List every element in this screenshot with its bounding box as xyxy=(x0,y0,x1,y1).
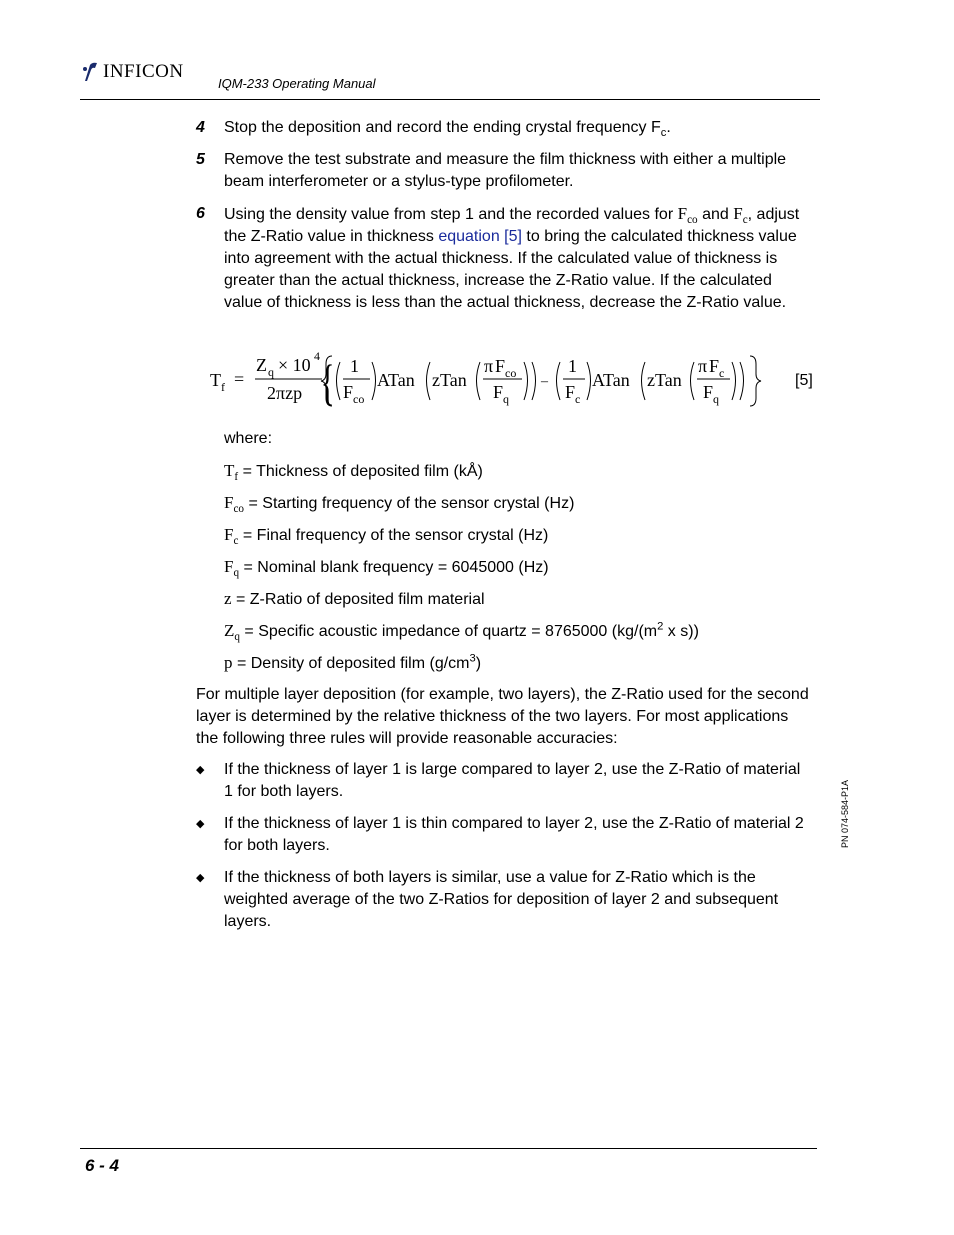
step-4 xyxy=(196,117,812,139)
svg-text:× 10: × 10 xyxy=(278,355,311,375)
svg-text:1: 1 xyxy=(350,356,359,376)
definition-zq: $Z_q$ = Specific acoustic impedance of quartz = 8765000 ($kg/(m^2$ x s)) xyxy=(224,620,699,644)
svg-text:co: co xyxy=(505,366,517,380)
footer-rule xyxy=(80,1148,817,1149)
step-text: Stop the deposition and record the ending crystal frequency $F_c$. xyxy=(224,119,671,140)
step-5 xyxy=(196,149,812,193)
step-number: 4 xyxy=(196,119,205,136)
svg-text:π: π xyxy=(484,356,494,376)
svg-text:c: c xyxy=(719,366,725,380)
page-number: 6 - 4 xyxy=(85,1156,120,1175)
svg-text:F: F xyxy=(495,356,506,376)
svg-text:ATan: ATan xyxy=(592,370,630,390)
svg-text:q: q xyxy=(268,365,274,379)
svg-text:F: F xyxy=(565,382,576,402)
svg-text:F: F xyxy=(703,382,714,402)
header-rule xyxy=(80,99,820,100)
svg-text:zTan: zTan xyxy=(432,370,467,390)
svg-text:f: f xyxy=(221,380,225,394)
step-text: Using the density value from step 1 and the recorded values for $F_{co}$ and $F_c$, adjust the Z-Ratio value in thickness equation [5] to bring the calculated thickness value into agreement with the actual thickness. If the calculated value of thickness is greater than the actual thickness, increase the Z-Ratio value. If the calculated value of thickness is less than the actual thickness, decrease the Z-Ratio value. xyxy=(224,204,800,311)
svg-text:Z: Z xyxy=(256,355,267,375)
svg-text:q: q xyxy=(713,392,719,406)
equation-number: [5] xyxy=(795,372,813,389)
step-6 xyxy=(196,203,812,314)
inficon-logo-icon xyxy=(82,62,100,82)
svg-text:π: π xyxy=(698,356,708,376)
svg-text:q: q xyxy=(503,392,509,406)
definition-fq: $F_q$ = Nominal blank frequency = 6045000 (Hz) xyxy=(224,557,549,580)
svg-text:1: 1 xyxy=(568,356,577,376)
brand-name: INFICON xyxy=(103,61,184,82)
svg-text:{: { xyxy=(321,354,335,411)
part-number: PN 074-584-P1A xyxy=(840,779,850,848)
step-text: Remove the test substrate and measure the film thickness with either a multiple beam interferometer or a stylus-type profilometer. xyxy=(224,151,787,190)
definition-p: p = Density of deposited film $(g/cm^3)$ xyxy=(224,652,482,672)
svg-text:co: co xyxy=(353,392,365,406)
definition-fco: $F_{co}$ = Starting frequency of the sensor crystal (Hz) xyxy=(224,493,575,516)
eq-lhs: T xyxy=(210,370,221,390)
manual-title: IQM-233 Operating Manual xyxy=(218,76,376,91)
svg-text:4: 4 xyxy=(314,349,320,363)
inficon-logo xyxy=(82,60,184,84)
bullet-item: ◆ If the thickness of layer 1 is large compared to layer 2, use the Z-Ratio of material 1 for both layers. xyxy=(196,761,801,800)
svg-text:=: = xyxy=(234,369,245,389)
equation-link[interactable]: equation [5] xyxy=(438,228,522,245)
svg-text:F: F xyxy=(343,382,354,402)
definition-fc: $F_c$ = Final frequency of the sensor crystal (Hz) xyxy=(224,525,549,548)
svg-text:2πzp: 2πzp xyxy=(267,383,303,403)
svg-text:F: F xyxy=(493,382,504,402)
multilayer-paragraph: For multiple layer deposition (for example, two layers), the Z-Ratio used for the second layer is determined by the relative thickness of the two layers. For most applications the following three rules will provide reasonable accuracies: xyxy=(196,686,809,747)
diamond-bullet-icon: ◆ xyxy=(196,764,205,776)
bullet-item: ◆ If the thickness of layer 1 is thin compared to layer 2, use the Z-Ratio of material 2 for both layers. xyxy=(196,815,804,854)
diamond-bullet-icon: ◆ xyxy=(196,872,205,884)
step-number: 5 xyxy=(196,151,205,168)
definition-tf: $T_f$ = Thickness of deposited film (kÅ) xyxy=(224,461,483,484)
diamond-bullet-icon: ◆ xyxy=(196,818,205,830)
svg-text:–: – xyxy=(541,374,548,389)
svg-text:ATan: ATan xyxy=(377,370,415,390)
bullet-item: ◆ If the thickness of both layers is similar, use a value for Z-Ratio which is the weighted average of the two Z-Ratios for deposition of layer 2 and subsequent layers. xyxy=(196,869,779,930)
step-number: 6 xyxy=(196,205,205,222)
where-label: where: xyxy=(224,430,273,447)
svg-text:c: c xyxy=(575,392,581,406)
definition-z: z = Z-Ratio of deposited film material xyxy=(224,589,485,608)
thickness-equation xyxy=(200,342,780,414)
svg-text:F: F xyxy=(709,356,720,376)
svg-text:zTan: zTan xyxy=(647,370,682,390)
